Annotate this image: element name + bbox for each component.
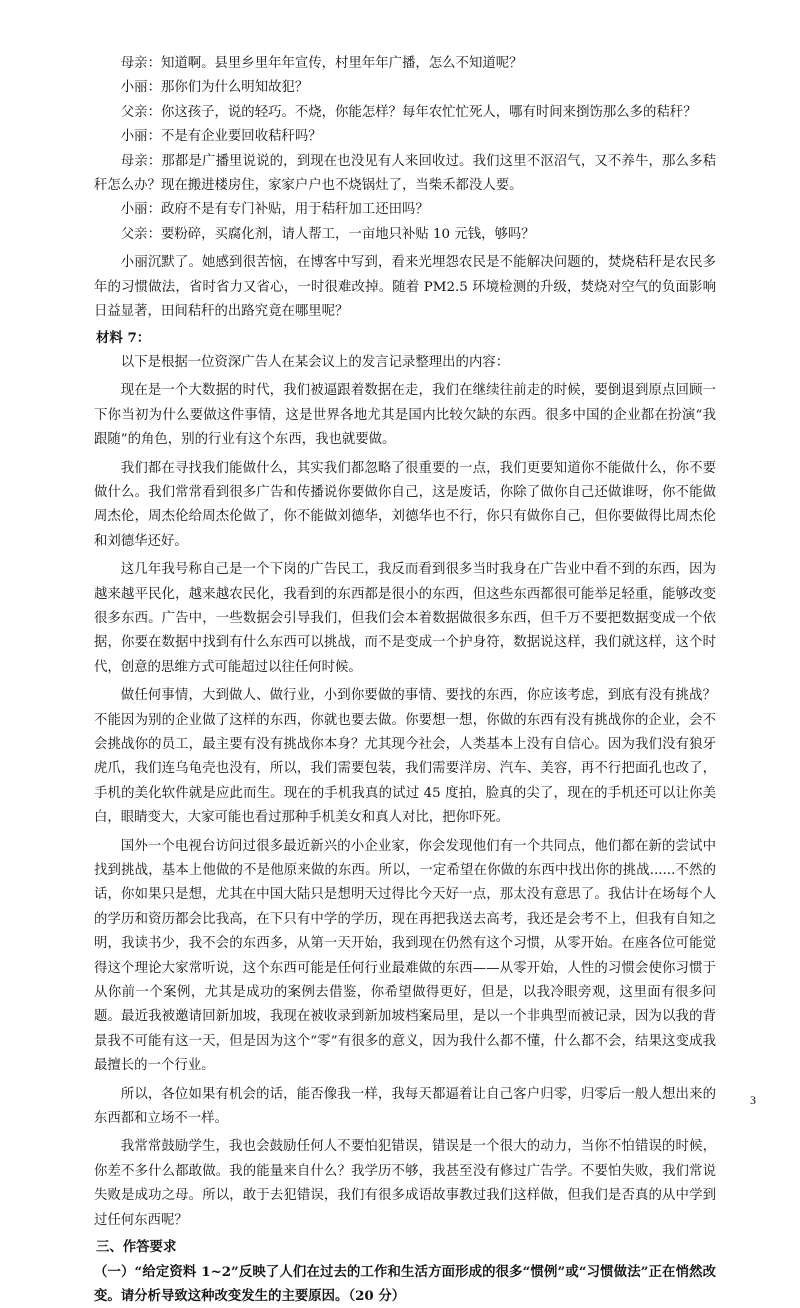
dialogue-line: 小丽：政府不是有专门补贴，用于秸秆加工还田吗？ [94,198,716,222]
speech-paragraph: 这几年我号称自己是一个下岗的广告民工，我反而看到很多当时我身在广告业中看不到的东西，因为越来越平民化，越来越农民化，我看到的东西都是很小的东西，但这些东西都很可能举足轻重，能够改变很多东西。广告中，一些数据会引导我们，但我们会本着数据做很多东西，但千万不要把数据变成一个依据，你要在数据中找到有什么东西可以挑战，而不是变成一个护身符，数据说这样，我们就这样，这个时代，创意的思维方式可能超过以往任何时候。 [94,558,716,680]
speech-paragraph: 我常常鼓励学生，我也会鼓励任何人不要怕犯错误，错误是一个很大的动力，当你不怕错误的时候，你差不多什么都敢做。我的能量来自什么？我学历不够，我甚至没有修过广告学。不要怕失败，我们常说失败是成功之母。所以，敢于去犯错误，我们有很多成语故事教过我们这样做，但我们是否真的从中学到过任何东西呢？ [94,1135,716,1233]
dialogue-line: 小丽：那你们为什么明知故犯？ [94,76,716,100]
dialogue-line: 母亲：那都是广播里说说的，到现在也没见有人来回收过。我们这里不沤沼气，又不养牛，那么多秸秆怎么办？现在搬进楼房住，家家户户也不烧锅灶了，当柴禾都没人要。 [94,150,716,199]
dialogue-block [94,52,716,247]
speech-paragraph: 国外一个电视台访问过很多最近新兴的小企业家，你会发现他们有一个共同点，他们都在新的尝试中找到挑战，基本上他做的不是他原来做的东西。所以，一定希望在你做的东西中找出你的挑战......不然的话，你如果只是想，尤其在中国大陆只是想明天过得比今天好一点，那太没有意思了。我估计在场每个人的学历和资历都会比我高，在下只有中学的学历，现在再把我送去高考，我还是会考不上，但我有自知之明，我读书少，我不会的东西多，从第一天开始，我到现在仍然有这个习惯，从零开始。在座各位可能觉得这个理论大家常听说，这个东西可能是任何行业最难做的东西——从零开始，人性的习惯会使你习惯于从你前一个案例，尤其是成功的案例去借鉴，你希望做得更好，但是，以我冷眼旁观，这里面有很多问题。最近我被邀请回新加坡，我现在被收录到新加坡档案局里，是以一个非典型而被记录，因为以我的背景我不可能有这一天，但是因为这个“零”有很多的意义，因为我什么都不懂，什么都不会，结果这变成我最擅长的一个行业。 [94,835,716,1079]
section-heading: 三、作答要求 [94,1235,716,1259]
dialogue-line: 父亲：要粉碎，买腐化剂，请人帮工，一亩地只补贴 10 元钱，够吗？ [94,223,716,247]
closing-paragraph: 小丽沉默了。她感到很苦恼，在博客中写到，看来光埋怨农民是不能解决问题的，焚烧秸秆是农民多年的习惯做法，省时省力又省心，一时很难改掉。随着 PM2.5 环境检测的升级，焚烧对空气的负面影响日益显著，田间秸秆的出路究竟在哪里呢？ [94,251,716,324]
dialogue-line: 父亲：你这孩子，说的轻巧。不烧，你能怎样？每年农忙忙死人，哪有时间来捯饬那么多的秸秆？ [94,101,716,125]
requirement-item: （一）“给定资料 1~2”反映了人们在过去的工作和生活方面形成的很多“惯例”或“习惯做法”正在悄然改变。请分析导致这种改变发生的主要原因。（20 分） [94,1260,716,1308]
material-7-intro: 以下是根据一位资深广告人在某会议上的发言记录整理出的内容： [94,351,716,375]
material-7-heading: 材料 7： [94,326,716,350]
speech-paragraph: 现在是一个大数据的时代，我们被逼跟着数据在走，我们在继续往前走的时候，要倒退到原点回顾一下你当初为什么要做这件事情，这是世界各地尤其是国内比较欠缺的东西。很多中国的企业都在扮演“我跟随”的角色，别的行业有这个东西，我也就要做。 [94,379,716,452]
page-number: 3 [750,1088,756,1112]
speech-paragraph: 我们都在寻找我们能做什么，其实我们都忽略了很重要的一点，我们更要知道你不能做什么，你不要做什么。我们常常看到很多广告和传播说你要做你自己，这是废话，你除了做你自己还做谁呀，你不能做周杰伦，周杰伦给周杰伦做了，你不能做刘德华，刘德华也不行，你只有做你自己，但你要做得比周杰伦和刘德华还好。 [94,457,716,555]
dialogue-line: 母亲：知道啊。县里乡里年年宣传，村里年年广播，怎么不知道呢？ [94,52,716,76]
speech-paragraph: 所以，各位如果有机会的话，能否像我一样，我每天都逼着让自己客户归零，归零后一般人想出来的东西都和立场不一样。 [94,1083,716,1132]
speech-paragraph: 做任何事情，大到做人、做行业，小到你要做的事情、要找的东西，你应该考虑，到底有没有挑战？不能因为别的企业做了这样的东西，你就也要去做。你要想一想，你做的东西有没有挑战你的企业，会不会挑战你的员工，最主要有没有挑战你本身？尤其现今社会，人类基本上没有自信心。因为我们没有狼牙虎爪，我们连乌龟壳也没有，所以，我们需要包装，我们需要洋房、汽车、美容，再不行把面孔也改了，手机的美化软件就是应此而生。现在的手机我真的试过 45 度拍，脸真的尖了，现在的手机还可以让你美白，眼睛变大，大家可能也看过那种手机美女和真人对比，把你吓死。 [94,684,716,830]
page-content [94,52,716,1308]
dialogue-line: 小丽：不是有企业要回收秸秆吗？ [94,125,716,149]
